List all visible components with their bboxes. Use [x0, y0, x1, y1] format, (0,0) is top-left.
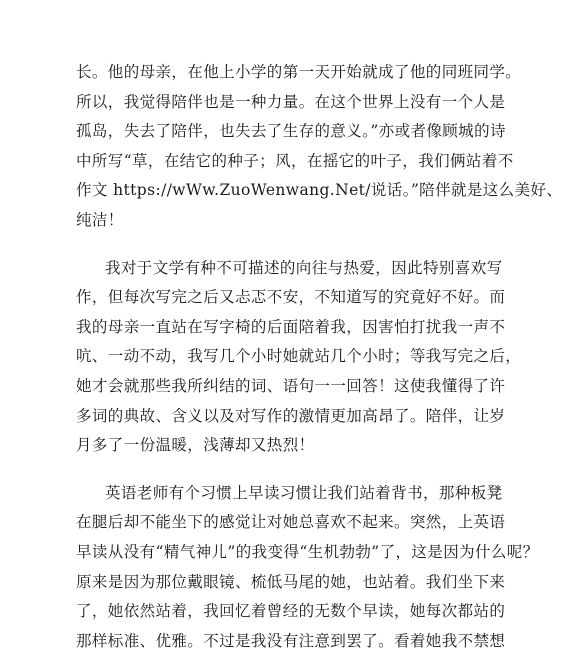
- paragraph-3: [76, 479, 539, 656]
- paragraph-1: [76, 58, 562, 236]
- paragraph-gap: [76, 461, 436, 479]
- document-page: [76, 58, 562, 656]
- text-line: 多词的典故、含义以及对写作的激情更加高昂了。陪伴，让岁: [76, 406, 506, 425]
- text-line: 月多了一份温暖，浅薄却又热烈！: [76, 436, 315, 455]
- text-line: 原来是因为那位戴眼镜、梳低马尾的她，也站着。我们坐下来: [76, 572, 506, 591]
- text-line: 我的母亲一直站在写字椅的后面陪着我，因害怕打扰我一声不: [76, 317, 506, 336]
- text-line: 所以，我觉得陪伴也是一种力量。在这个世界上没有一个人是: [76, 92, 506, 111]
- text-line: 那样标准、优雅。不过是我没有注意到罢了。看着她我不禁想: [76, 631, 506, 650]
- text-line: 孤岛，失去了陪伴，也失去了生存的意义。”亦或者像顾城的诗: [76, 122, 506, 141]
- text-line: 早读从没有“精气神儿”的我变得“生机勃勃”了，这是因为什么呢？: [76, 542, 539, 561]
- text-line: 纯洁！: [76, 210, 124, 229]
- text-line: 她才会就那些我所纠结的词、语句一一回答！这使我懂得了许: [76, 376, 506, 395]
- text-line: 在腿后却不能坐下的感觉让对她总喜欢不起来。突然，上英语: [76, 513, 506, 532]
- text-line: 英语老师有个习惯上早读习惯让我们站着背书，那种板凳: [105, 483, 503, 502]
- text-line: 长。他的母亲，在他上小学的第一天开始就成了他的同班同学。: [76, 63, 522, 81]
- text-line: 我对于文学有种不可描述的向往与热爱，因此特别喜欢写: [105, 258, 503, 277]
- text-line: 吭、一动不动，我写几个小时她就站几个小时；等我写完之后，: [76, 347, 522, 366]
- paragraph-gap: [76, 236, 436, 254]
- text-line: 作，但每次写完之后又忐忑不安，不知道写的究竟好不好。而: [76, 288, 506, 307]
- paragraph-2: [76, 254, 522, 461]
- text-line: 了，她依然站着，我回忆着曾经的无数个早读，她每次都站的: [76, 602, 506, 621]
- text-line-with-url: 作文 https://wWw.ZuoWenwang.Net/说话。”陪伴就是这么美好、: [76, 181, 562, 200]
- text-line: 中所写“草，在结它的种子；风，在摇它的叶子，我们俩站着不: [76, 151, 514, 170]
